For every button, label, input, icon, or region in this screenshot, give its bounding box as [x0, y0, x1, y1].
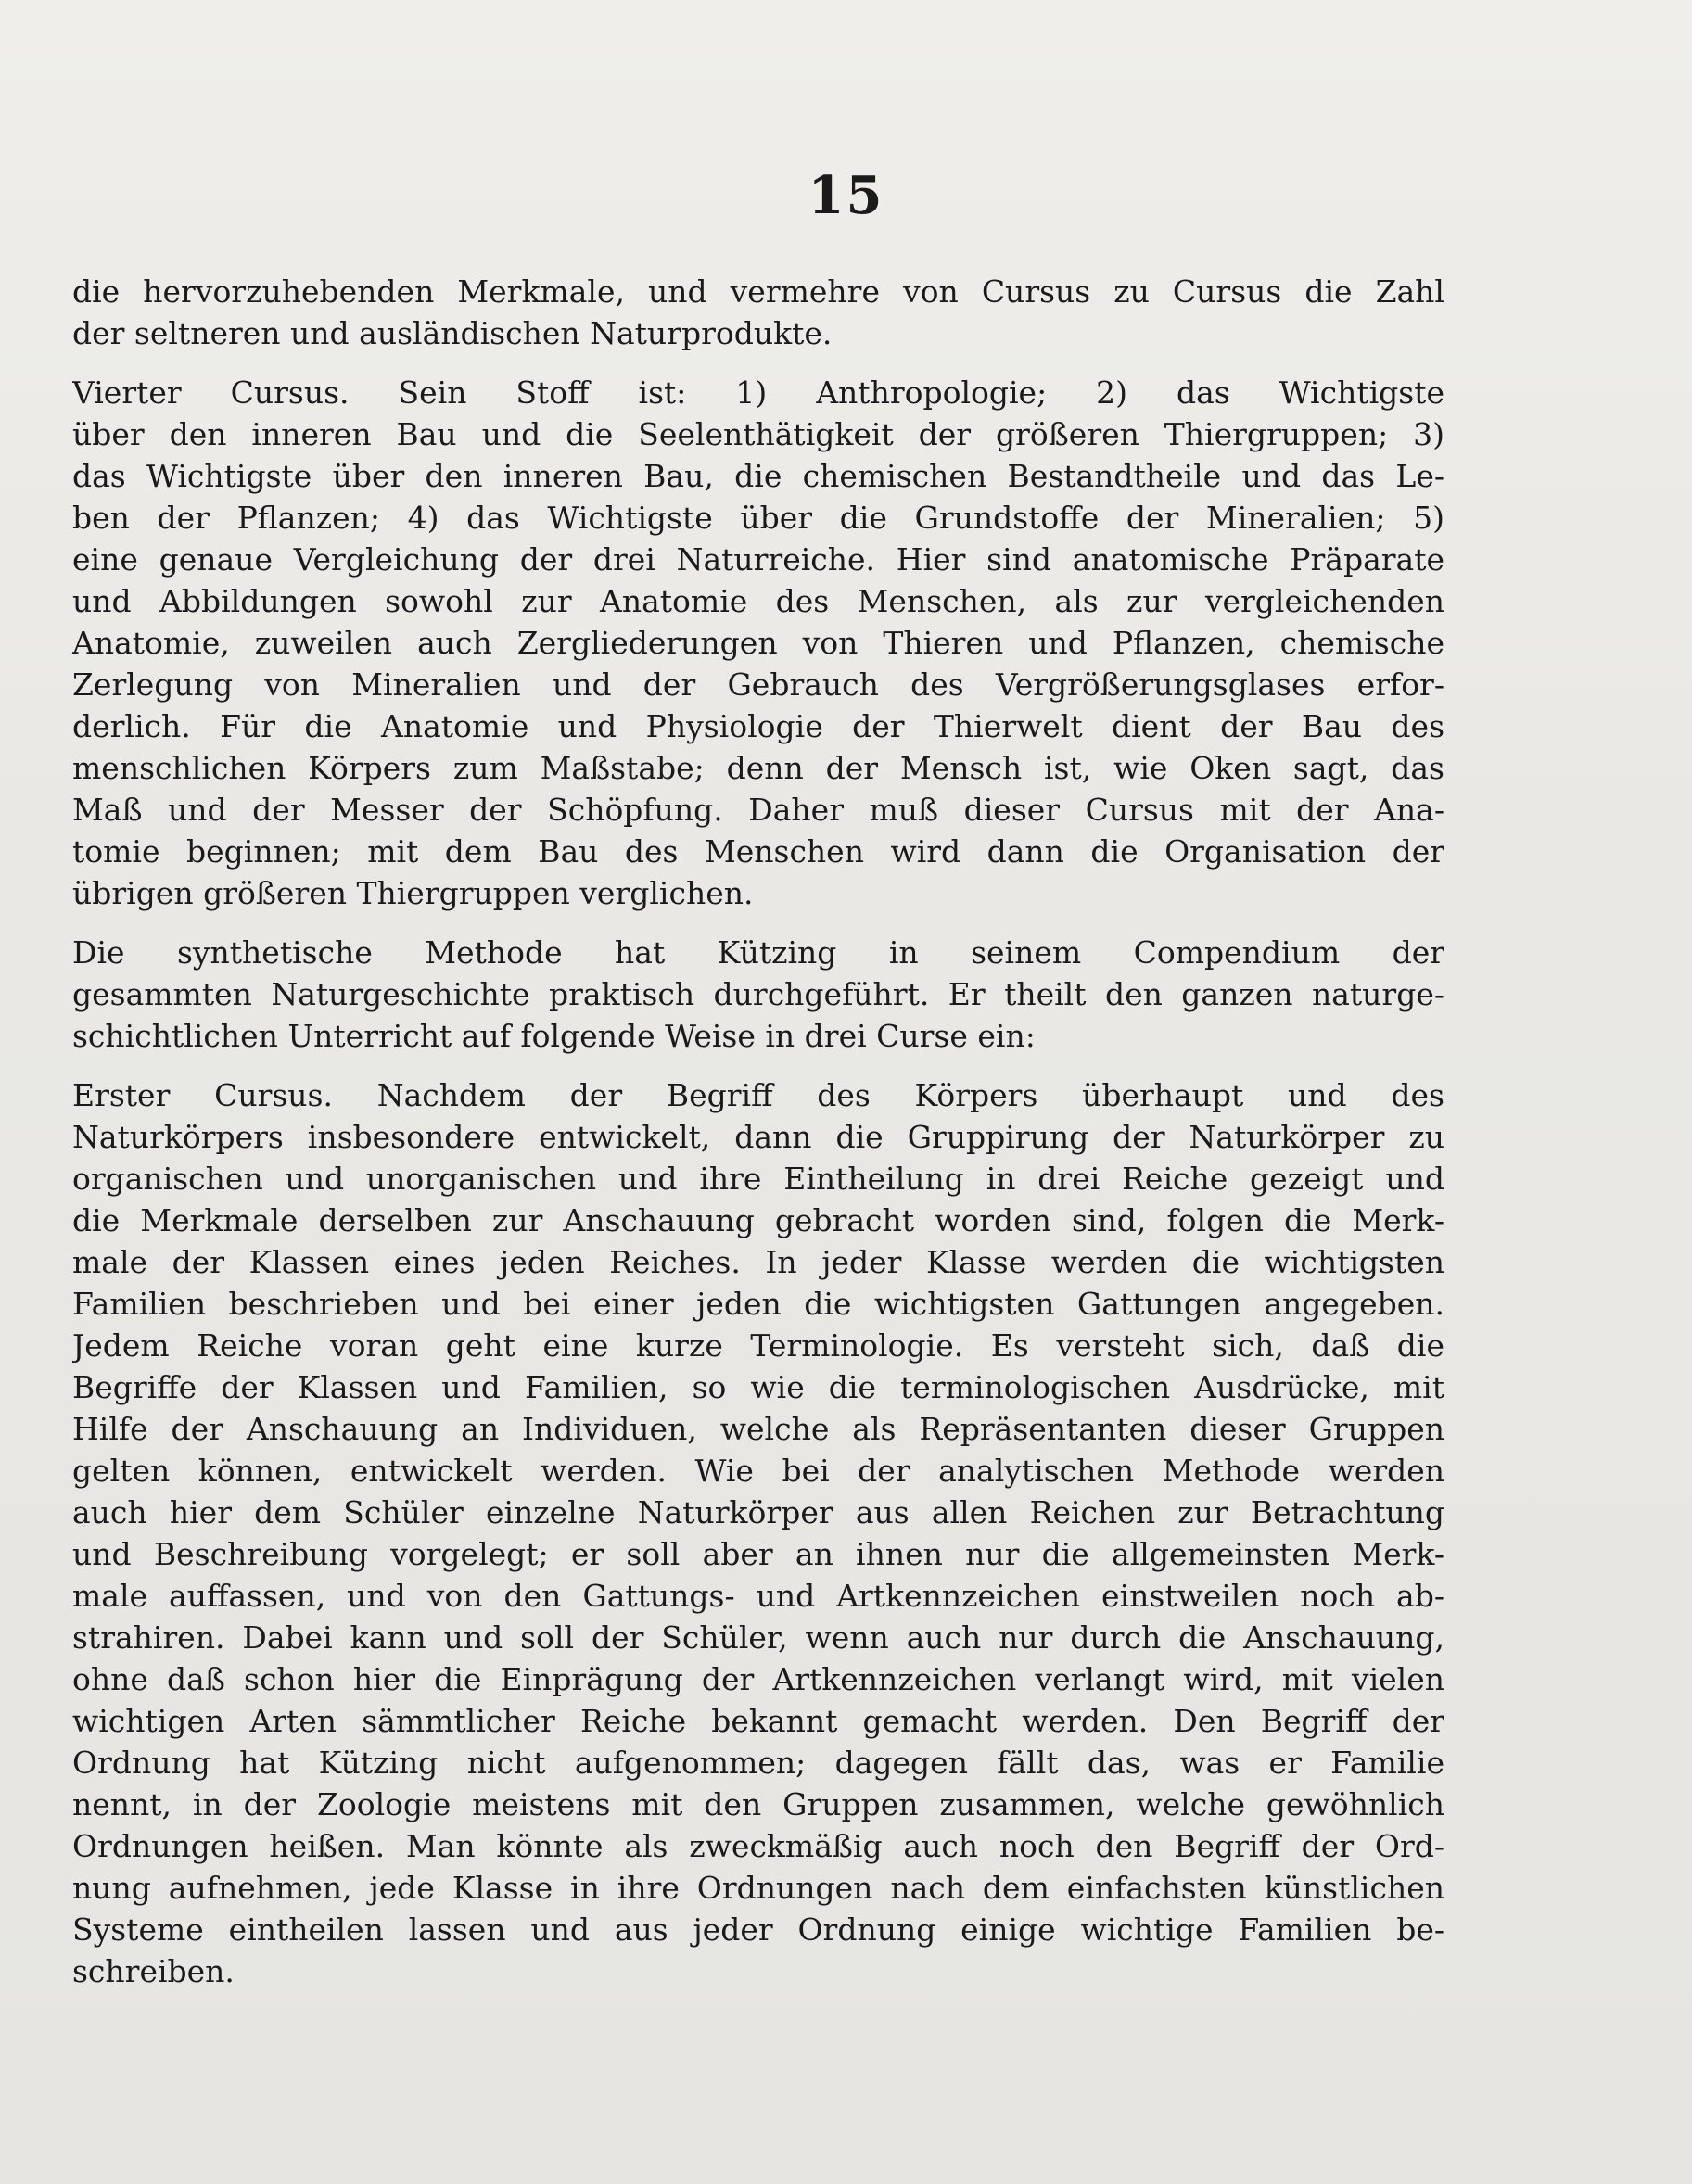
text-line: die Merkmale derselben zur Anschauung gebracht worden sind, folgen die Merk-: [72, 1202, 1444, 1238]
text-line: übrigen größeren Thiergruppen verglichen.: [72, 875, 754, 911]
text-line: ben der Pflanzen; 4) das Wichtigste über die Grundstoffe der Mineralien; 5): [72, 500, 1444, 536]
text-line: strahiren. Dabei kann und soll der Schüler, wenn auch nur durch die Anschauung,: [72, 1619, 1444, 1656]
text-line: Maß und der Messer der Schöpfung. Daher muß dieser Cursus mit der Ana-: [72, 792, 1444, 828]
text-line: Jedem Reiche voran geht eine kurze Terminologie. Es versteht sich, daß die: [72, 1327, 1444, 1364]
text-line: gesammten Naturgeschichte praktisch durchgeführt. Er theilt den ganzen naturge-: [72, 976, 1444, 1012]
text-line: nennt, in der Zoologie meistens mit den Gruppen zusammen, welche gewöhnlich: [72, 1786, 1444, 1822]
text-line: schreiben.: [72, 1953, 235, 1989]
text-line: schichtlichen Unterricht auf folgende Weise in drei Curse ein:: [72, 1018, 1036, 1054]
text-line: Die synthetische Methode hat Kützing in seinem Compendium der: [72, 934, 1444, 971]
paragraph: [72, 1074, 1444, 1992]
text-line: Erster Cursus. Nachdem der Begriff des Körpers überhaupt und des: [72, 1077, 1444, 1113]
text-line: gelten können, entwickelt werden. Wie bei der analytischen Methode werden: [72, 1453, 1444, 1489]
text-line: Ordnungen heißen. Man könnte als zweckmäßig auch noch den Begriff der Ord-: [72, 1828, 1444, 1864]
text-line: menschlichen Körpers zum Maßstabe; denn der Mensch ist, wie Oken sagt, das: [72, 750, 1444, 786]
text-line: die hervorzuhebenden Merkmale, und vermehre von Cursus zu Cursus die Zahl: [72, 273, 1444, 310]
paragraph: [72, 271, 1444, 354]
text-line: male auffassen, und von den Gattungs- und Artkennzeichen einstweilen noch ab-: [72, 1578, 1444, 1614]
text-line: Vierter Cursus. Sein Stoff ist: 1) Anthropologie; 2) das Wichtigste: [72, 375, 1444, 411]
text-line: der seltneren und ausländischen Naturprodukte.: [72, 315, 833, 351]
text-line: derlich. Für die Anatomie und Physiologie der Thierwelt dient der Bau des: [72, 708, 1444, 744]
text-line: Hilfe der Anschauung an Individuen, welche als Repräsentanten dieser Gruppen: [72, 1411, 1444, 1447]
text-line: auch hier dem Schüler einzelne Naturkörper aus allen Reichen zur Betrachtung: [72, 1494, 1444, 1530]
text-line: male der Klassen eines jeden Reiches. In jeder Klasse werden die wichtigsten: [72, 1244, 1444, 1280]
text-line: Ordnung hat Kützing nicht aufgenommen; dagegen fällt das, was er Familie: [72, 1745, 1444, 1781]
text-line: organischen und unorganischen und ihre Eintheilung in drei Reiche gezeigt und: [72, 1161, 1444, 1197]
text-line: über den inneren Bau und die Seelenthätigkeit der größeren Thiergruppen; 3): [72, 416, 1444, 452]
text-line: Anatomie, zuweilen auch Zergliederungen von Thieren und Pflanzen, chemische: [72, 625, 1444, 661]
text-line: tomie beginnen; mit dem Bau des Menschen wird dann die Organisation der: [72, 833, 1444, 870]
paragraph: [72, 932, 1444, 1057]
text-line: Naturkörpers insbesondere entwickelt, dann die Gruppirung der Naturkörper zu: [72, 1119, 1444, 1155]
text-line: Systeme eintheilen lassen und aus jeder Ordnung einige wichtige Familien be-: [72, 1911, 1444, 1948]
text-line: eine genaue Vergleichung der drei Naturreiche. Hier sind anatomische Präparate: [72, 541, 1444, 578]
text-line: Familien beschrieben und bei einer jeden die wichtigsten Gattungen angegeben.: [72, 1286, 1444, 1322]
body-text: [72, 271, 1444, 1992]
text-line: Begriffe der Klassen und Familien, so wie die terminologischen Ausdrücke, mit: [72, 1369, 1444, 1405]
text-line: nung aufnehmen, jede Klasse in ihre Ordnungen nach dem einfachsten künstlichen: [72, 1870, 1444, 1906]
page-number: 15: [808, 165, 884, 226]
text-line: und Abbildungen sowohl zur Anatomie des Menschen, als zur vergleichenden: [72, 583, 1444, 619]
text-line: ohne daß schon hier die Einprägung der Artkennzeichen verlangt wird, mit vielen: [72, 1661, 1444, 1697]
text-line: Zerlegung von Mineralien und der Gebrauch des Vergrößerungsglases erfor-: [72, 667, 1444, 703]
text-line: und Beschreibung vorgelegt; er soll aber an ihnen nur die allgemeinsten Merk-: [72, 1536, 1444, 1572]
text-line: wichtigen Arten sämmtlicher Reiche bekannt gemacht werden. Den Begriff der: [72, 1703, 1444, 1739]
text-line: das Wichtigste über den inneren Bau, die chemischen Bestandtheile und das Le-: [72, 458, 1444, 494]
paragraph: [72, 372, 1444, 914]
